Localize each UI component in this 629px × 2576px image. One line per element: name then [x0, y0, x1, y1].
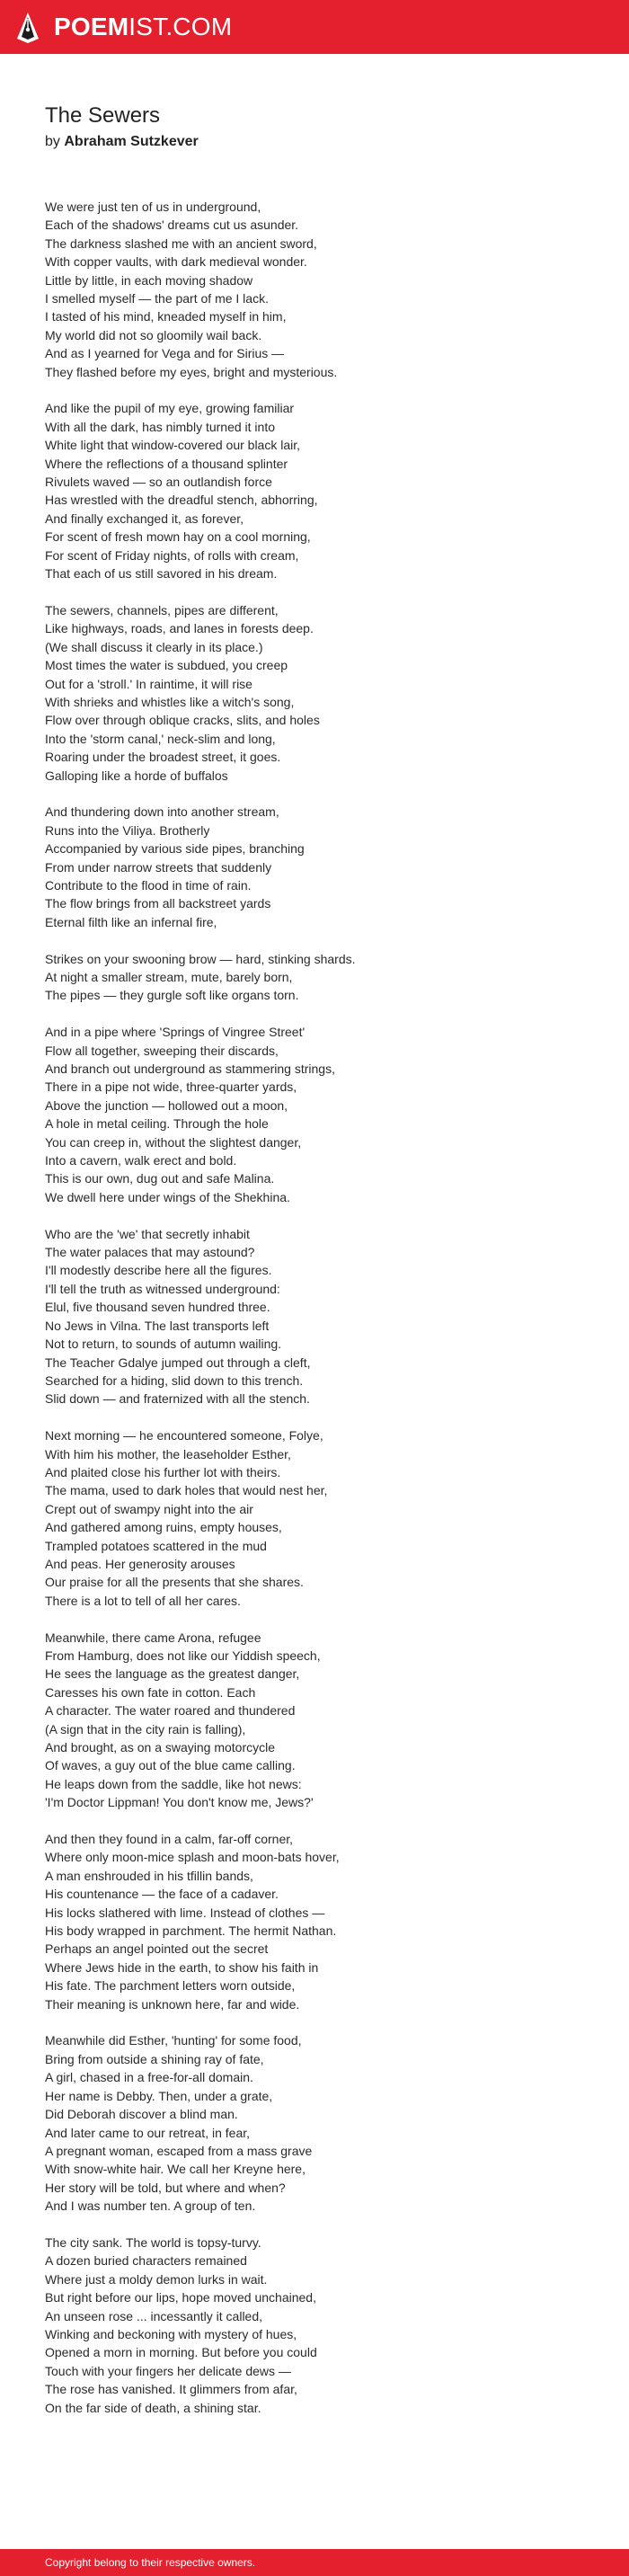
poem-line: Of waves, a guy out of the blue came calling. — [45, 1758, 296, 1773]
poem-line: And later came to our retreat, in fear, — [45, 2125, 251, 2140]
poem-line: Not to return, to sounds of autumn wailing. — [45, 1337, 282, 1352]
poem-line: His countenance — the face of a cadaver. — [45, 1887, 279, 1902]
poem-line: Above the junction — hollowed out a moon, — [45, 1097, 288, 1113]
poem-line: For scent of fresh mown hay on a cool morning, — [45, 529, 311, 545]
poem-line: Elul, five thousand seven hundred three. — [45, 1300, 270, 1315]
poem-line: Has wrestled with the dreadful stench, abhorring, — [45, 493, 318, 508]
poem-line: Perhaps an angel pointed out the secret — [45, 1941, 269, 1957]
poem-line: I tasted of his mind, kneaded myself in him, — [45, 309, 287, 324]
poem-line: With all the dark, has nimbly turned it into — [45, 419, 276, 434]
poem-line: And branch out underground as stammering strings, — [45, 1061, 335, 1077]
poem-line: Her story will be told, but where and when? — [45, 2180, 286, 2195]
poem-line: For scent of Friday nights, of rolls with cream, — [45, 547, 299, 563]
poem-stanza — [45, 1426, 602, 1610]
copyright-text: Copyright belong to their respective owners. — [45, 2556, 256, 2569]
poem-line: Caresses his own fate in cotton. Each — [45, 1684, 256, 1700]
poem-line: Meanwhile, there came Arona, refugee — [45, 1630, 261, 1645]
logo-rest: IST.COM — [128, 13, 233, 40]
poem-stanza — [45, 198, 602, 381]
poem-line: A character. The water roared and thundered — [45, 1703, 296, 1719]
poem-line: A girl, chased in a free-for-all domain. — [45, 2070, 253, 2085]
poem-line: His body wrapped in parchment. The hermit Nathan. — [45, 1923, 337, 1939]
poem-line: Contribute to the flood in time of rain. — [45, 877, 252, 893]
poem-line: That each of us still savored in his dream. — [45, 566, 278, 582]
poem-line: Did Deborah discover a blind man. — [45, 2107, 238, 2122]
poem-line: They flashed before my eyes, bright and mysterious. — [45, 364, 338, 379]
poem-line: He leaps down from the saddle, like hot news: — [45, 1776, 302, 1791]
poem-line: Searched for a hiding, slid down to this trench. — [45, 1372, 304, 1388]
poem-line: I'll modestly describe here all the figures. — [45, 1263, 272, 1278]
poem-line: Strikes on your swooning brow — hard, stinking shards. — [45, 951, 356, 966]
poem-line: With copper vaults, with dark medieval wonder. — [45, 254, 307, 270]
poem-line: And brought, as on a swaying motorcycle — [45, 1740, 276, 1754]
poem-line: Our praise for all the presents that she shares. — [45, 1575, 304, 1590]
poem-stanza — [45, 1023, 602, 1206]
poem-line: The pipes — they gurgle soft like organs torn. — [45, 988, 299, 1003]
poem-line: And thundering down into another stream, — [45, 804, 279, 820]
poem-line: Opened a morn in morning. But before you could — [45, 2345, 317, 2360]
poem-line: A hole in metal ceiling. Through the hole — [45, 1116, 269, 1132]
poem-line: (We shall discuss it clearly in its place.) — [45, 639, 263, 654]
poem-line: Where just a moldy demon lurks in wait. — [45, 2271, 268, 2287]
poem-line: Their meaning is unknown here, far and wide. — [45, 1996, 300, 2012]
poem-line: No Jews in Vilna. The last transports left — [45, 1318, 270, 1333]
poem-title: The Sewers — [45, 103, 161, 128]
poem-line: (A sign that in the city rain is falling), — [45, 1721, 246, 1737]
poem-stanza — [45, 601, 602, 785]
poem-stanza — [45, 1225, 602, 1408]
poem-stanza — [45, 803, 602, 931]
author-name[interactable]: Abraham Sutzkever — [64, 134, 199, 149]
by-label: by — [45, 134, 60, 149]
poem-author-line — [45, 133, 199, 151]
poem-line: Into a cavern, walk erect and bold. — [45, 1153, 237, 1168]
poem-line: A dozen buried characters remained — [45, 2253, 247, 2269]
site-header — [0, 0, 629, 54]
poem-line: There is a lot to tell of all her cares. — [45, 1593, 241, 1608]
poem-line: I smelled myself — the part of me I lack. — [45, 291, 269, 306]
poem-line: You can creep in, without the slightest danger, — [45, 1134, 302, 1150]
poem-line: And like the pupil of my eye, growing familiar — [45, 401, 295, 416]
poem-stanza — [45, 2234, 602, 2417]
poem-stanza — [45, 1629, 602, 1812]
poem-line: The mama, used to dark holes that would nest her, — [45, 1483, 328, 1498]
poem-line: The darkness slashed me with an ancient sword, — [45, 235, 317, 251]
poem-line: Meanwhile did Esther, 'hunting' for some food, — [45, 2033, 302, 2048]
logo-bold: POEM — [54, 13, 129, 40]
poem-line: His locks slathered with lime. Instead of clothes — — [45, 1905, 325, 1920]
poem-line: And then they found in a calm, far-off corner, — [45, 1832, 294, 1847]
poem-line: At night a smaller stream, mute, barely born, — [45, 970, 293, 984]
poem-line: His fate. The parchment letters worn outside, — [45, 1978, 296, 1994]
poem-line: From Hamburg, does not like our Yiddish speech, — [45, 1648, 321, 1663]
poem-line: My world did not so gloomily wail back. — [45, 327, 262, 342]
poem-line: Eternal filth like an infernal fire, — [45, 914, 217, 929]
poem-line: But right before our lips, hope moved unchained, — [45, 2290, 316, 2305]
poem-line: Where the reflections of a thousand splinter — [45, 456, 288, 471]
poem-body — [45, 198, 602, 2435]
poem-line: And as I yearned for Vega and for Sirius — — [45, 346, 285, 361]
poem-line: Crept out of swampy night into the air — [45, 1501, 253, 1516]
poem-line: Roaring under the broadest street, it goes. — [45, 750, 281, 765]
poem-stanza — [45, 2031, 602, 2215]
poem-line: Where only moon-mice splash and moon-bats hover, — [45, 1850, 340, 1865]
poem-line: Each of the shadows' dreams cut us asunder. — [45, 218, 299, 233]
poem-line: The rose has vanished. It glimmers from afar, — [45, 2382, 297, 2397]
poem-line: On the far side of death, a shining star. — [45, 2400, 261, 2415]
poem-line: Rivulets waved — so an outlandish force — [45, 475, 272, 490]
poem-line: The flow brings from all backstreet yards — [45, 896, 271, 911]
poem-line: Out for a 'stroll.' In raintime, it will rise — [45, 676, 252, 691]
poem-line: Flow all together, sweeping their discards, — [45, 1043, 279, 1058]
poem-line: Bring from outside a shining ray of fate, — [45, 2051, 264, 2066]
poem-line: 'I'm Doctor Lippman! You don't know me, Jews?' — [45, 1795, 314, 1810]
poem-line: Runs into the Viliya. Brotherly — [45, 822, 210, 838]
poem-line: Slid down — and fraternized with all the stench. — [45, 1391, 310, 1407]
poem-line: And in a pipe where 'Springs of Vingree Street' — [45, 1025, 306, 1040]
poem-line: This is our own, dug out and safe Malina. — [45, 1171, 275, 1186]
poem-line: Into the 'storm canal,' neck-slim and long, — [45, 731, 276, 746]
poem-line: With shrieks and whistles like a witch's song, — [45, 694, 295, 709]
poem-stanza — [45, 1830, 602, 2013]
poem-line: An unseen rose ... incessantly it called, — [45, 2308, 263, 2323]
poem-line: Winking and beckoning with mystery of hues, — [45, 2326, 297, 2341]
poem-line: With snow-white hair. We call her Kreyne here, — [45, 2162, 306, 2177]
poem-line: And finally exchanged it, as forever, — [45, 511, 244, 526]
poem-line: Flow over through oblique cracks, slits, and holes — [45, 713, 320, 728]
poem-line: Trampled potatoes scattered in the mud — [45, 1538, 267, 1553]
poem-line: With him his mother, the leaseholder Esther, — [45, 1446, 291, 1461]
site-footer — [0, 2549, 629, 2576]
poem-line: And I was number ten. A group of ten. — [45, 2198, 256, 2214]
poem-line: Touch with your fingers her delicate dews — — [45, 2363, 291, 2378]
poem-line: A pregnant woman, escaped from a mass grave — [45, 2143, 313, 2158]
poem-line: Like highways, roads, and lanes in forests deep. — [45, 621, 314, 636]
poem-stanza — [45, 950, 602, 1005]
poem-line: The Teacher Gdalye jumped out through a cleft, — [45, 1355, 311, 1370]
poem-line: I'll tell the truth as witnessed underground: — [45, 1281, 280, 1296]
site-logo[interactable] — [54, 12, 232, 42]
poem-line: A man enshrouded in his tfillin bands, — [45, 1868, 253, 1883]
poem-line: Who are the 'we' that secretly inhabit — [45, 1226, 250, 1241]
poem-line: Accompanied by various side pipes, branching — [45, 841, 305, 857]
poem-line: Most times the water is subdued, you creep — [45, 658, 288, 673]
poem-line: He sees the language as the greatest danger, — [45, 1666, 300, 1682]
poem-line: Galloping like a horde of buffalos — [45, 768, 228, 783]
poem-line: We dwell here under wings of the Shekhina. — [45, 1189, 290, 1204]
poem-line: The city sank. The world is topsy-turvy. — [45, 2234, 261, 2250]
pen-nib-icon[interactable] — [14, 12, 41, 44]
poem-line: White light that window-covered our black lair, — [45, 438, 301, 453]
poem-line: We were just ten of us in underground, — [45, 200, 261, 214]
poem-line: The water palaces that may astound? — [45, 1245, 255, 1260]
poem-line: And plaited close his further lot with theirs. — [45, 1464, 281, 1479]
poem-line: The sewers, channels, pipes are different, — [45, 602, 279, 617]
poem-line: Next morning — he encountered someone, Folye, — [45, 1428, 323, 1443]
poem-line: Little by little, in each moving shadow — [45, 272, 253, 288]
poem-line: There in a pipe not wide, three-quarter yards, — [45, 1079, 297, 1095]
poem-line: And gathered among ruins, empty houses, — [45, 1520, 282, 1535]
poem-line: Her name is Debby. Then, under a grate, — [45, 2088, 273, 2103]
poem-line: And peas. Her generosity arouses — [45, 1556, 235, 1571]
poem-stanza — [45, 399, 602, 582]
poem-line: Where Jews hide in the earth, to show his faith in — [45, 1959, 319, 1975]
poem-line: From under narrow streets that suddenly — [45, 859, 272, 875]
